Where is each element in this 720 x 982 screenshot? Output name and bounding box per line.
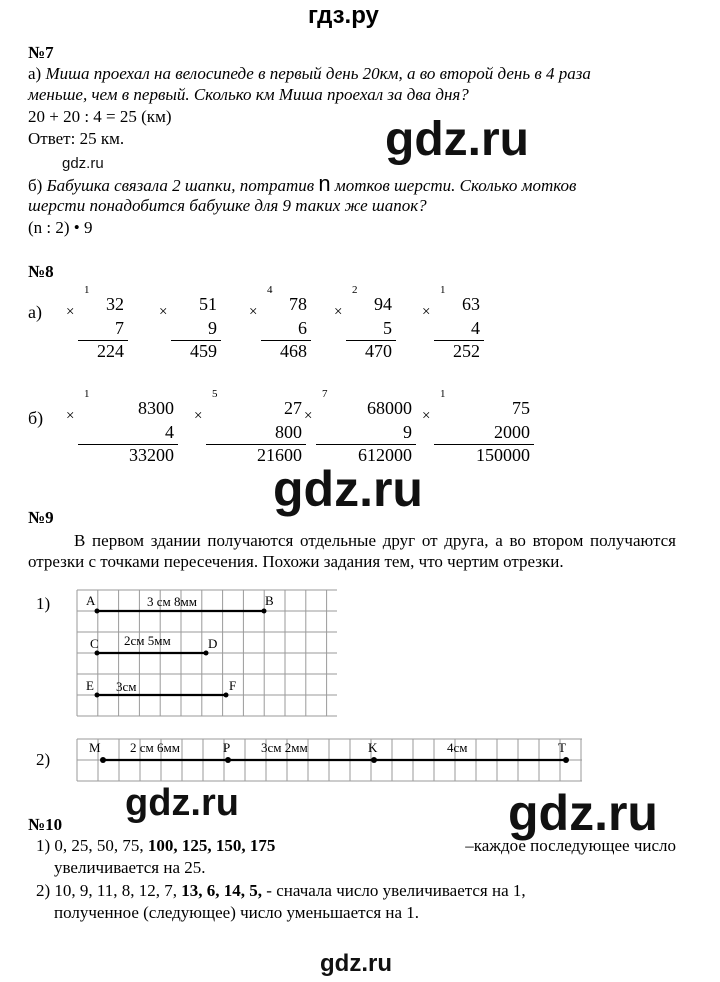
multiplier: 5 (383, 318, 392, 338)
point-k-label: K (368, 740, 378, 755)
task7-a-prefix: а) (28, 64, 42, 83)
product: 252 (453, 341, 480, 361)
site-header: гдз.ру (308, 2, 379, 29)
point-e (95, 693, 100, 698)
task7-b-prefix: б) (28, 176, 43, 195)
point-k (371, 757, 377, 763)
segment-pk-length: 3см 2мм (261, 740, 308, 755)
task10-item1-rest: –каждое последующее число (465, 836, 676, 855)
task9-title: №9 (28, 508, 54, 527)
point-t (563, 757, 569, 763)
task7-b-text1b: мотков шерсти. Сколько мотков (334, 176, 577, 195)
multiplicand: 63 (462, 294, 480, 314)
multiplicand: 68000 (367, 398, 412, 418)
point-b-label: B (265, 593, 274, 608)
task10-item1-line1 (36, 836, 676, 856)
segment-mp-length: 2 см 6мм (130, 740, 180, 755)
multiplicand: 27 (284, 398, 302, 418)
point-p-label: P (223, 740, 231, 755)
point-a (95, 609, 100, 614)
product: 21600 (257, 445, 302, 465)
multiplicand: 51 (199, 294, 217, 314)
product: 612000 (358, 445, 412, 465)
multiplicand: 75 (512, 398, 530, 418)
multiply-sign: × (159, 304, 168, 320)
segment-ab-length: 3 см 8мм (147, 594, 197, 609)
task9-label-1: 1) (36, 594, 51, 613)
multiplier: 7 (115, 318, 124, 338)
product: 33200 (129, 445, 174, 465)
segment-kt-length: 4см (447, 740, 468, 755)
multiply-sign: × (194, 408, 203, 424)
task9-label-2: 2) (36, 750, 51, 769)
multiplicand: 94 (374, 294, 392, 314)
multiplier: 800 (275, 422, 302, 442)
product: 470 (365, 341, 392, 361)
product: 468 (280, 341, 307, 361)
task8-row-a-label: а) (28, 302, 42, 322)
carry-digit: 1 (84, 284, 90, 296)
product: 459 (190, 341, 217, 361)
segment-cd-length: 2см 5мм (124, 633, 171, 648)
watermark: gdz.ru (385, 113, 529, 166)
task10-item2-line2: полученное (следующее) число уменьшается на 1. (54, 903, 420, 922)
product: 150000 (476, 445, 530, 465)
watermark-small: gdz.ru (62, 155, 104, 172)
point-a-label: A (86, 593, 96, 608)
task10-item2-line1 (36, 881, 526, 901)
multiplicand: 32 (106, 294, 124, 314)
task7-a-text1: Миша проехал на велосипеде в первый день 20км, а во второй день в 4 раза (45, 64, 591, 83)
carry-digit: 1 (440, 284, 446, 296)
task7-b-formula: (n : 2) • 9 (28, 218, 93, 237)
multiplier: 2000 (494, 422, 530, 442)
product: 224 (97, 341, 124, 361)
task7-b-text1a: Бабушка связала 2 шапки, потратив (46, 176, 315, 195)
multiplier: 9 (208, 318, 217, 338)
point-m-label: M (89, 740, 101, 755)
watermark: gdz.ru (125, 782, 239, 824)
task10-item1-prefix: 1) 0, 25, 50, 75, (36, 836, 144, 855)
point-f-label: F (229, 678, 237, 693)
task10-item2-prefix: 2) 10, 9, 11, 8, 12, 7, (36, 881, 178, 900)
task9-text: В первом здании получаются отдельные друг от друга, а во втором получаются отрезки с точками пересечения. Похожи задания тем, что чертим отрезки. (28, 531, 676, 571)
multiplier: 6 (298, 318, 307, 338)
multiplier: 9 (403, 422, 412, 442)
point-p (225, 757, 231, 763)
multiply-sign: × (334, 304, 343, 320)
multiply-sign: × (249, 304, 258, 320)
task7-title: №7 (28, 43, 54, 62)
multiply-sign: × (422, 304, 431, 320)
segment-ef-length: 3см (116, 679, 137, 694)
task7-a-line2: меньше, чем в первый. Сколько км Миша проехал за два дня? (28, 85, 469, 104)
point-c-label: C (90, 636, 99, 651)
task10-item1-line2: увеличивается на 25. (54, 858, 206, 877)
task8-title: №8 (28, 262, 54, 281)
point-b (262, 609, 267, 614)
multiply-sign: × (304, 408, 313, 424)
task10-item2-rest: - сначала число увеличивается на 1, (266, 881, 526, 900)
multiplicand: 78 (289, 294, 307, 314)
multiply-sign: × (66, 304, 75, 320)
point-f (224, 693, 229, 698)
carry-digit: 1 (440, 388, 446, 400)
point-t-label: T (558, 740, 566, 755)
watermark: gdz.ru (273, 461, 423, 517)
task10-item2-bold: 13, 6, 14, 5, (181, 881, 263, 900)
task7-b-line2: шерсти понадобится бабушке для 9 таких же шапок? (28, 196, 427, 215)
carry-digit: 5 (212, 388, 218, 400)
multiplier: 4 (471, 318, 480, 338)
carry-digit: 4 (267, 284, 273, 296)
carry-digit: 7 (322, 388, 328, 400)
multiply-sign: × (66, 408, 75, 424)
carry-digit: 2 (352, 284, 358, 296)
point-d-label: D (208, 636, 218, 651)
point-m (100, 757, 106, 763)
multiplicand: 8300 (138, 398, 174, 418)
task7-a-calc: 20 + 20 : 4 = 25 (км) (28, 107, 172, 126)
multiplier: 4 (165, 422, 174, 442)
point-e-label: E (86, 678, 94, 693)
task10-item1-bold: 100, 125, 150, 175 (147, 836, 276, 855)
task7-a-answer: Ответ: 25 км. (28, 129, 125, 148)
carry-digit: 1 (84, 388, 90, 400)
task7-b-variable: n (318, 171, 331, 196)
watermark-footer: gdz.ru (320, 950, 392, 977)
task10-title: №10 (28, 815, 63, 834)
multiply-sign: × (422, 408, 431, 424)
task8-row-b-label: б) (28, 408, 44, 428)
watermark: gdz.ru (508, 785, 658, 841)
